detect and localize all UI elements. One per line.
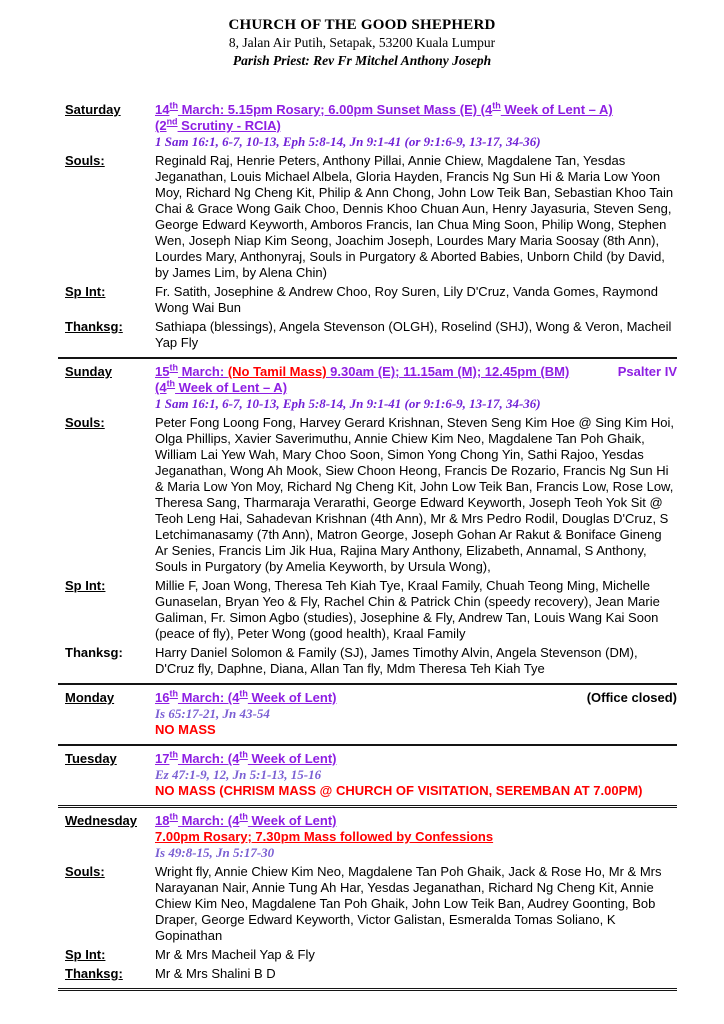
section-tuesday	[58, 751, 677, 799]
day-label-sunday: Sunday	[65, 364, 112, 379]
mass-time-line: 17th March: (4th Week of Lent)	[155, 749, 337, 766]
no-mass-notice: NO MASS (CHRISM MASS @ CHURCH OF VISITATION, SEREMBAN AT 7.00PM)	[155, 783, 643, 798]
psalter-note: Psalter IV	[617, 364, 677, 379]
section-monday	[58, 690, 677, 738]
thanksgiving-list: Harry Daniel Solomon & Family (SJ), James Timothy Alvin, Angela Stevenson (DM), D'Cruz fly, Daphne, Diana, Allan Tan fly, Mdm Theresa Teh Kiah Tye	[155, 645, 638, 676]
scripture-reference: 1 Sam 16:1, 6-7, 10-13, Eph 5:8-14, Jn 9:1-41 (or 9:1:6-9, 13-17, 34-36)	[155, 134, 541, 149]
mass-time-line: 14th March: 5.15pm Rosary; 6.00pm Sunset Mass (E) (4th Week of Lent – A)	[155, 100, 613, 117]
church-address: 8, Jalan Air Putih, Setapak, 53200 Kuala Lumpur	[228, 35, 496, 50]
day-label-wednesday: Wednesday	[65, 813, 138, 828]
day-label-monday: Monday	[65, 690, 115, 705]
parish-priest: Parish Priest: Rev Fr Mitchel Anthony Joseph	[232, 53, 492, 68]
special-intentions-list: Millie F, Joan Wong, Theresa Teh Kiah Tye, Kraal Family, Chuah Teong Ming, Michelle Gunaselan, Bryan Yeo & Fly, Rachel Chin & Patrick Chin (speedy recovery), Jean Marie Galiman, Fr. Simon Agbo (studies), Josephine & Fly, Andrew Tan, Louis Wang Kai Soon (peace of fly), Peter Wong (good health), Kraal Family	[155, 578, 660, 641]
scripture-reference: Ez 47:1-9, 12, Jn 5:1-13, 15-16	[155, 767, 322, 782]
day-label-tuesday: Tuesday	[65, 751, 117, 766]
special-intentions-label: Sp Int:	[65, 947, 106, 962]
bulletin-header	[0, 0, 724, 70]
special-intentions-label: Sp Int:	[65, 284, 106, 299]
thanksgiving-label: Thanksg:	[65, 645, 123, 660]
mass-time-line: 18th March: (4th Week of Lent)	[155, 811, 337, 828]
section-divider	[58, 683, 677, 685]
section-divider	[58, 744, 677, 746]
scrutiny-line: (2nd Scrutiny - RCIA)	[155, 116, 281, 133]
souls-label: Souls:	[65, 864, 105, 879]
thanksgiving-list: Mr & Mrs Shalini B D	[155, 966, 276, 981]
office-closed-note: (Office closed)	[586, 690, 677, 705]
souls-label: Souls:	[65, 415, 105, 430]
section-wednesday	[58, 813, 677, 982]
thanksgiving-list: Sathiapa (blessings), Angela Stevenson (OLGH), Roselind (SHJ), Wong & Veron, Macheil Yap Fly	[155, 319, 672, 350]
mass-time-line: 16th March: (4th Week of Lent)	[155, 688, 337, 705]
rosary-confessions-line: 7.00pm Rosary; 7.30pm Mass followed by Confessions	[155, 829, 494, 844]
souls-list: Reginald Raj, Henrie Peters, Anthony Pillai, Annie Chiew, Magdalene Tan, Yesdas Jeganathan, Louis Michael Albela, Gloria Hayden, Francis Ng Sun Hi & Maria Low Yoon Moy, Richard Ng Cheng Kit, Philip & Ann Chong, John Low Teik Ban, Sebastian Khoo Tain Chai & Grace Wong Gaik Choo, Dennis Khoo Chuan Aun, Henry Jayasuria, Steven Seng, George Edward Keyworth, Amboros Francis, Ian Chua Ming Soon, Philip Wong, Stephen Wen, Joseph Niap Kim Seong, Joachim Joseph, Lourdes Mary Maria Soosay (8th Ann), Lourdes Mary, Anthonyraj, Souls in Purgatory & Aborted Babies, Unborn Child (by David, by James Lim, by Alena Chin)	[155, 153, 674, 280]
thanksgiving-label: Thanksg:	[65, 966, 123, 981]
special-intentions-list: Fr. Satith, Josephine & Andrew Choo, Roy Suren, Lily D'Cruz, Vanda Gomes, Raymond Wong Wai Bun	[155, 284, 658, 315]
thanksgiving-label: Thanksg:	[65, 319, 123, 334]
section-divider	[58, 357, 677, 359]
souls-list: Wright fly, Annie Chiew Kim Neo, Magdalene Tan Poh Ghaik, Jack & Rose Ho, Mr & Mrs Narayanan Nair, Annie Tung Ah Har, Yesdas Jeganathan, Richard Ng Cheng Kit, Annie Chiew Kim Neo, Magdalene Tan Poh Ghaik, John Low Teik Ban, Audrey Goonting, Bob Draper, George Edward Keyworth, Victor Galistan, Esmeralda Tomas Soliano, K Gopinathan	[155, 864, 662, 943]
no-mass-notice: NO MASS	[155, 722, 216, 737]
lent-week-line: (4th Week of Lent – A)	[155, 378, 288, 395]
mass-time-line: 15th March: (No Tamil Mass) 9.30am (E); 11.15am (M); 12.45pm (BM)	[155, 362, 570, 379]
section-sunday	[58, 364, 677, 677]
souls-list: Peter Fong Loong Fong, Harvey Gerard Krishnan, Steven Seng Kim Hoe @ Sing Kim Hoi, Olga Phillips, Xavier Saverimuthu, Annie Chiew Kim Neo, Magdalene Tan Poh Ghaik, William Lai Yew Wah, Mary Choo Soon, Simon Yong Chong Yin, Sathi Rajoo, Yesdas Jeganathan, Wong Ah Mook, Siew Choon Heong, Francis De Rozario, Francis Ng Sun Hi & Maria Low Yon Moy, Richard Ng Cheng Kit, John Low Teik Ban, Francis Low, Rose Low, Theresa Sang, Tharmaraja Verarathi, George Edward Keyworth, Joseph Teoh Yok Sit @ Teoh Leng Hai, Sahadevan Krishnan (4th Ann), Mr & Mrs Pedro Rodil, Douglas D'Cruz, S Letchimanasamy (7th Ann), Matron George, Joseph Gohan Ar Rakut & Boniface Gineng Ar Senies, Francis Lim Jik Hua, Rajina Mary Anthony, Elizabeth, Annamal, S Anthony, Souls in Purgatory (by Amelia Keyworth, by Ursula Wong),	[155, 415, 675, 574]
souls-label: Souls:	[65, 153, 105, 168]
special-intentions-label: Sp Int:	[65, 578, 106, 593]
scripture-reference: Is 65:17-21, Jn 43-54	[155, 706, 270, 721]
scripture-reference: Is 49:8-15, Jn 5:17-30	[155, 845, 275, 860]
scripture-reference: 1 Sam 16:1, 6-7, 10-13, Eph 5:8-14, Jn 9:1-41 (or 9:1:6-9, 13-17, 34-36)	[155, 396, 541, 411]
section-saturday	[58, 102, 677, 351]
day-label-saturday: Saturday	[65, 102, 121, 117]
church-name: CHURCH OF THE GOOD SHEPHERD	[228, 17, 496, 33]
section-divider	[58, 805, 677, 808]
bottom-rule	[58, 988, 677, 991]
mass-schedule	[58, 102, 677, 991]
special-intentions-list: Mr & Mrs Macheil Yap & Fly	[155, 947, 315, 962]
